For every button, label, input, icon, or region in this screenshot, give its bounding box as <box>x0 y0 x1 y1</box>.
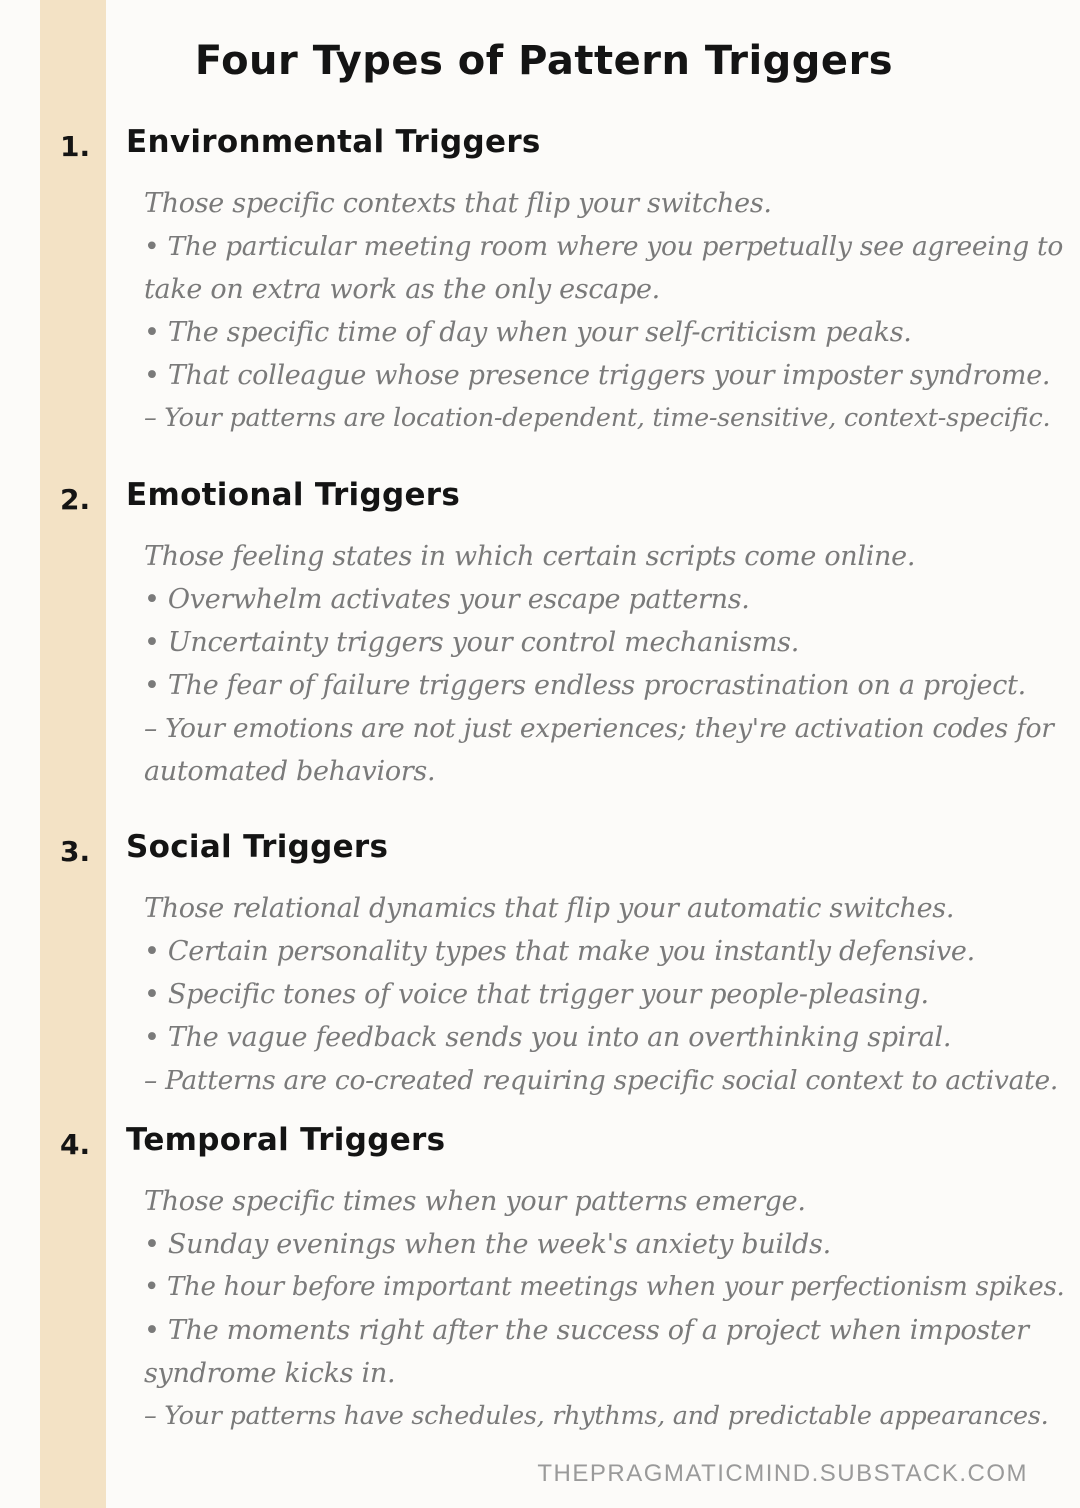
section-line: • Uncertainty triggers your control mechanisms. <box>144 627 799 658</box>
section-line: – Your emotions are not just experiences; they're activation codes for <box>144 713 1054 744</box>
section-number: 1. <box>60 130 91 163</box>
section-header <box>0 829 1080 875</box>
section-body <box>0 535 1080 793</box>
section-body <box>0 887 1080 1102</box>
section-line: • That colleague whose presence triggers your imposter syndrome. <box>144 360 1051 391</box>
section-line: – Patterns are co-created requiring specific social context to activate. <box>144 1065 1058 1096</box>
section-body <box>0 1180 1080 1438</box>
section-heading: Social Triggers <box>126 829 389 865</box>
section-body <box>0 182 1080 440</box>
section-line: • The hour before important meetings when your perfectionism spikes. <box>144 1272 1065 1302</box>
section-line: Those specific times when your patterns emerge. <box>144 1186 806 1217</box>
section-line: – Your patterns are location-dependent, time-sensitive, context-specific. <box>144 403 1051 433</box>
section-social <box>0 829 1080 1102</box>
section-line: • Sunday evenings when the week's anxiety builds. <box>144 1229 831 1260</box>
section-line: • The vague feedback sends you into an overthinking spiral. <box>144 1022 952 1053</box>
section-number: 4. <box>60 1128 91 1161</box>
section-header <box>0 1122 1080 1168</box>
section-line: Those relational dynamics that flip your automatic switches. <box>144 893 955 924</box>
section-line: Those feeling states in which certain scripts come online. <box>144 541 916 572</box>
section-line: • The particular meeting room where you perpetually see agreeing to <box>144 231 1063 262</box>
section-line: syndrome kicks in. <box>144 1358 396 1389</box>
footer-url: THEPRAGMATICMIND.SUBSTACK.COM <box>537 1460 1028 1487</box>
section-heading: Temporal Triggers <box>126 1122 446 1158</box>
section-heading: Environmental Triggers <box>126 124 541 160</box>
section-line: automated behaviors. <box>144 756 436 787</box>
section-number: 3. <box>60 835 91 868</box>
section-line: • The fear of failure triggers endless procrastination on a project. <box>144 670 1026 701</box>
section-header <box>0 124 1080 170</box>
section-line: Those specific contexts that flip your switches. <box>144 188 772 219</box>
section-number: 2. <box>60 483 91 516</box>
section-line: • Certain personality types that make you instantly defensive. <box>144 936 975 967</box>
section-header <box>0 477 1080 523</box>
section-line: • The moments right after the success of a project when imposter <box>144 1315 1029 1346</box>
section-temporal <box>0 1122 1080 1438</box>
section-line: • Specific tones of voice that trigger your people-pleasing. <box>144 979 929 1010</box>
section-line: – Your patterns have schedules, rhythms, and predictable appearances. <box>144 1401 1049 1431</box>
section-line: take on extra work as the only escape. <box>144 274 660 305</box>
page-title: Four Types of Pattern Triggers <box>194 38 894 84</box>
section-emotional <box>0 477 1080 793</box>
section-line: • The specific time of day when your self-criticism peaks. <box>144 317 912 348</box>
section-line: • Overwhelm activates your escape patterns. <box>144 584 750 615</box>
section-environmental <box>0 124 1080 440</box>
section-heading: Emotional Triggers <box>126 477 461 513</box>
